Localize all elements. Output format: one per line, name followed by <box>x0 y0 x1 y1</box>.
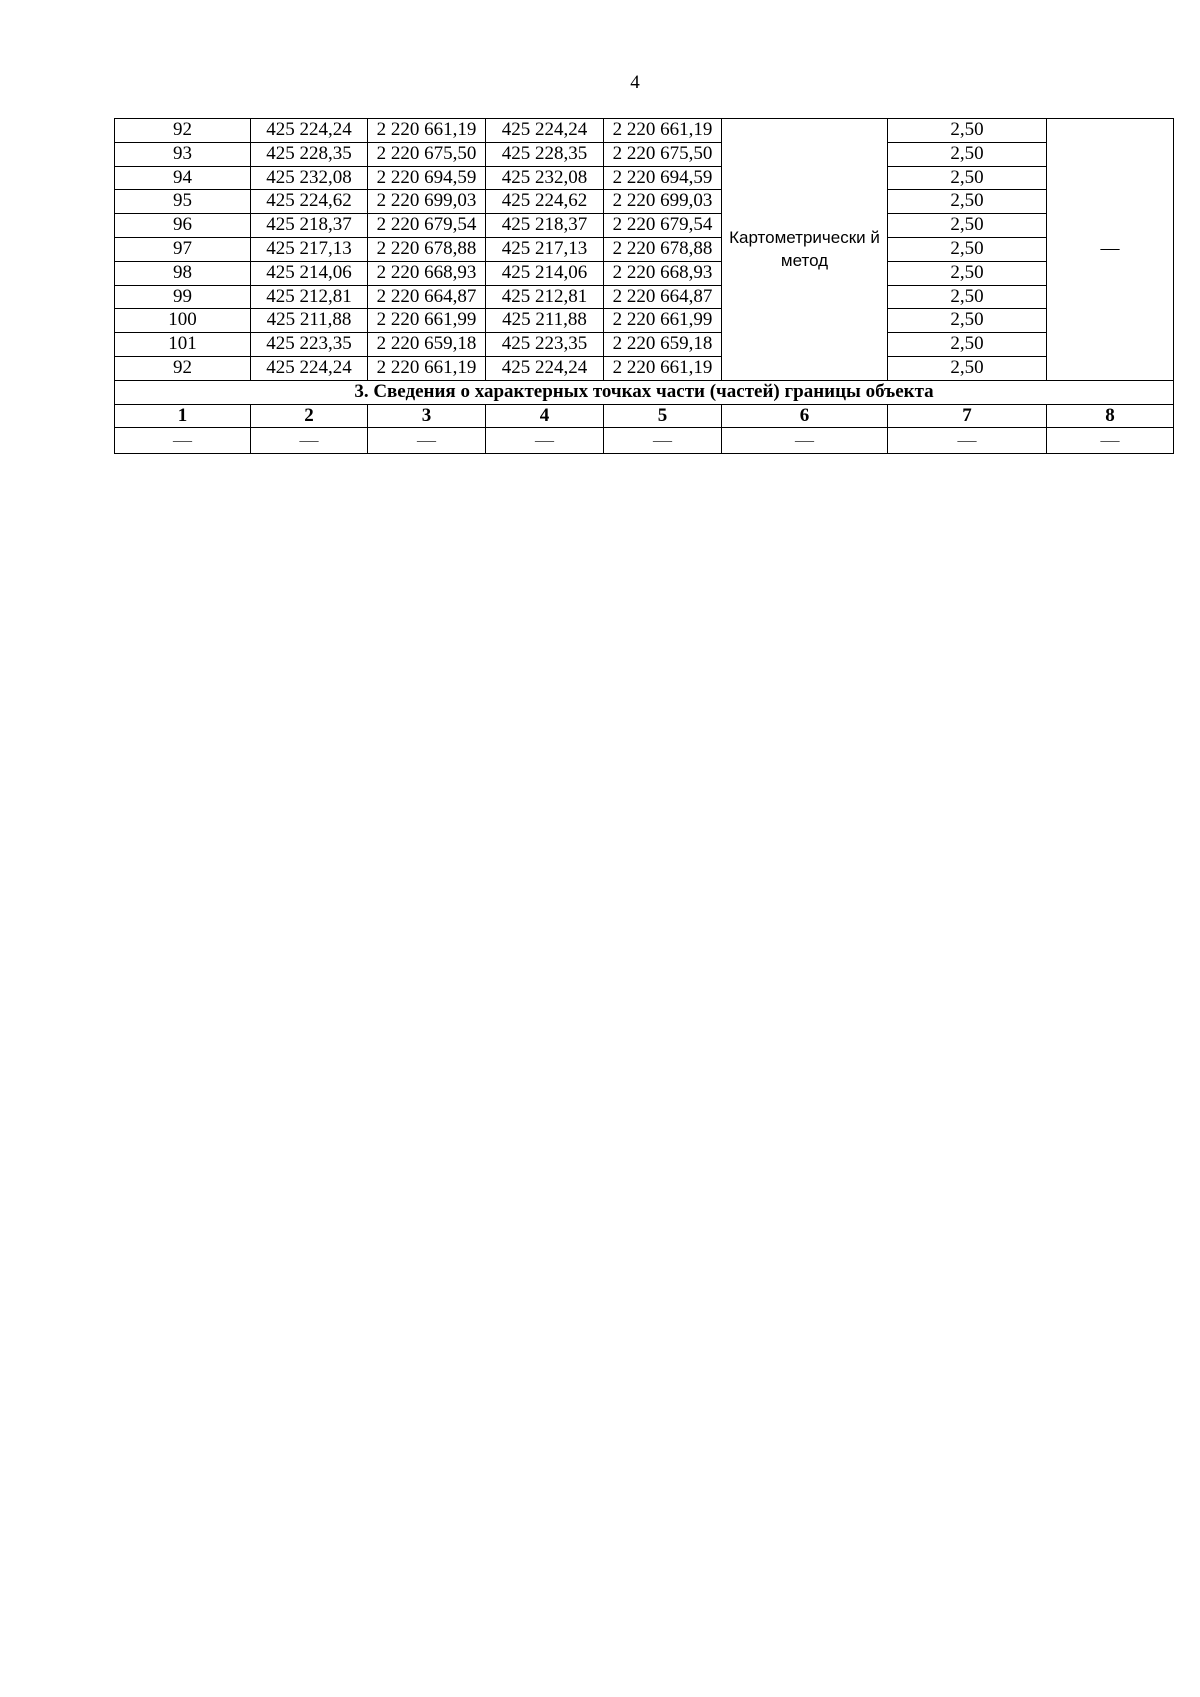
x-existing-cell: 425 218,37 <box>251 214 368 238</box>
table-row <box>115 190 1174 214</box>
coordinates-table <box>114 118 1174 454</box>
y-existing-cell: 2 220 661,99 <box>368 309 486 333</box>
point-number-cell: 96 <box>115 214 251 238</box>
x-existing-cell: 425 212,81 <box>251 285 368 309</box>
table-row <box>115 119 1174 143</box>
x-existing-cell: 425 224,24 <box>251 119 368 143</box>
table-row <box>115 333 1174 357</box>
empty-cell: — <box>888 428 1047 454</box>
y-new-cell: 2 220 694,59 <box>604 166 722 190</box>
table-row <box>115 356 1174 380</box>
accuracy-cell: 2,50 <box>888 190 1047 214</box>
x-new-cell: 425 224,24 <box>486 119 604 143</box>
empty-cell: — <box>368 428 486 454</box>
table-row <box>115 214 1174 238</box>
x-existing-cell: 425 223,35 <box>251 333 368 357</box>
y-new-cell: 2 220 679,54 <box>604 214 722 238</box>
x-existing-cell: 425 217,13 <box>251 237 368 261</box>
point-number-cell: 93 <box>115 142 251 166</box>
x-new-cell: 425 211,88 <box>486 309 604 333</box>
y-existing-cell: 2 220 679,54 <box>368 214 486 238</box>
accuracy-cell: 2,50 <box>888 333 1047 357</box>
y-new-cell: 2 220 661,19 <box>604 119 722 143</box>
y-new-cell: 2 220 699,03 <box>604 190 722 214</box>
y-existing-cell: 2 220 699,03 <box>368 190 486 214</box>
accuracy-cell: 2,50 <box>888 261 1047 285</box>
column-number: 7 <box>888 404 1047 428</box>
x-existing-cell: 425 228,35 <box>251 142 368 166</box>
y-existing-cell: 2 220 661,19 <box>368 356 486 380</box>
empty-cell: — <box>604 428 722 454</box>
y-new-cell: 2 220 661,19 <box>604 356 722 380</box>
point-number-cell: 99 <box>115 285 251 309</box>
y-new-cell: 2 220 675,50 <box>604 142 722 166</box>
section-heading-row <box>115 380 1174 404</box>
accuracy-cell: 2,50 <box>888 237 1047 261</box>
point-number-cell: 101 <box>115 333 251 357</box>
x-existing-cell: 425 211,88 <box>251 309 368 333</box>
x-new-cell: 425 218,37 <box>486 214 604 238</box>
accuracy-cell: 2,50 <box>888 119 1047 143</box>
y-existing-cell: 2 220 668,93 <box>368 261 486 285</box>
point-number-cell: 94 <box>115 166 251 190</box>
point-number-cell: 95 <box>115 190 251 214</box>
y-new-cell: 2 220 678,88 <box>604 237 722 261</box>
accuracy-cell: 2,50 <box>888 166 1047 190</box>
x-new-cell: 425 214,06 <box>486 261 604 285</box>
empty-data-row <box>115 428 1174 454</box>
accuracy-cell: 2,50 <box>888 309 1047 333</box>
y-existing-cell: 2 220 661,19 <box>368 119 486 143</box>
method-cell: Картометрически й метод <box>722 119 888 381</box>
column-number: 4 <box>486 404 604 428</box>
empty-cell: — <box>722 428 888 454</box>
table-row <box>115 285 1174 309</box>
column-number-row <box>115 404 1174 428</box>
column-number: 1 <box>115 404 251 428</box>
table-row <box>115 261 1174 285</box>
empty-cell: — <box>1047 428 1174 454</box>
x-new-cell: 425 217,13 <box>486 237 604 261</box>
empty-cell: — <box>251 428 368 454</box>
y-existing-cell: 2 220 694,59 <box>368 166 486 190</box>
x-new-cell: 425 232,08 <box>486 166 604 190</box>
point-number-cell: 100 <box>115 309 251 333</box>
column-number: 6 <box>722 404 888 428</box>
accuracy-cell: 2,50 <box>888 356 1047 380</box>
x-existing-cell: 425 224,24 <box>251 356 368 380</box>
table-row <box>115 142 1174 166</box>
x-existing-cell: 425 214,06 <box>251 261 368 285</box>
y-new-cell: 2 220 661,99 <box>604 309 722 333</box>
table-row <box>115 166 1174 190</box>
x-new-cell: 425 224,24 <box>486 356 604 380</box>
y-new-cell: 2 220 659,18 <box>604 333 722 357</box>
point-number-cell: 98 <box>115 261 251 285</box>
y-new-cell: 2 220 664,87 <box>604 285 722 309</box>
y-existing-cell: 2 220 664,87 <box>368 285 486 309</box>
table-row <box>115 237 1174 261</box>
empty-cell: — <box>115 428 251 454</box>
column-number: 5 <box>604 404 722 428</box>
y-existing-cell: 2 220 675,50 <box>368 142 486 166</box>
x-existing-cell: 425 232,08 <box>251 166 368 190</box>
accuracy-cell: 2,50 <box>888 214 1047 238</box>
column-number: 8 <box>1047 404 1174 428</box>
empty-cell: — <box>486 428 604 454</box>
column-number: 3 <box>368 404 486 428</box>
point-number-cell: 92 <box>115 119 251 143</box>
point-number-cell: 92 <box>115 356 251 380</box>
x-new-cell: 425 228,35 <box>486 142 604 166</box>
accuracy-cell: 2,50 <box>888 142 1047 166</box>
y-existing-cell: 2 220 678,88 <box>368 237 486 261</box>
x-new-cell: 425 224,62 <box>486 190 604 214</box>
y-new-cell: 2 220 668,93 <box>604 261 722 285</box>
note-cell: — <box>1047 119 1174 381</box>
point-number-cell: 97 <box>115 237 251 261</box>
table-row <box>115 309 1174 333</box>
section-3-title: 3. Сведения о характерных точках части (частей) границы объекта <box>115 380 1174 404</box>
x-new-cell: 425 223,35 <box>486 333 604 357</box>
x-existing-cell: 425 224,62 <box>251 190 368 214</box>
y-existing-cell: 2 220 659,18 <box>368 333 486 357</box>
page-number: 4 <box>630 72 640 93</box>
column-number: 2 <box>251 404 368 428</box>
x-new-cell: 425 212,81 <box>486 285 604 309</box>
accuracy-cell: 2,50 <box>888 285 1047 309</box>
